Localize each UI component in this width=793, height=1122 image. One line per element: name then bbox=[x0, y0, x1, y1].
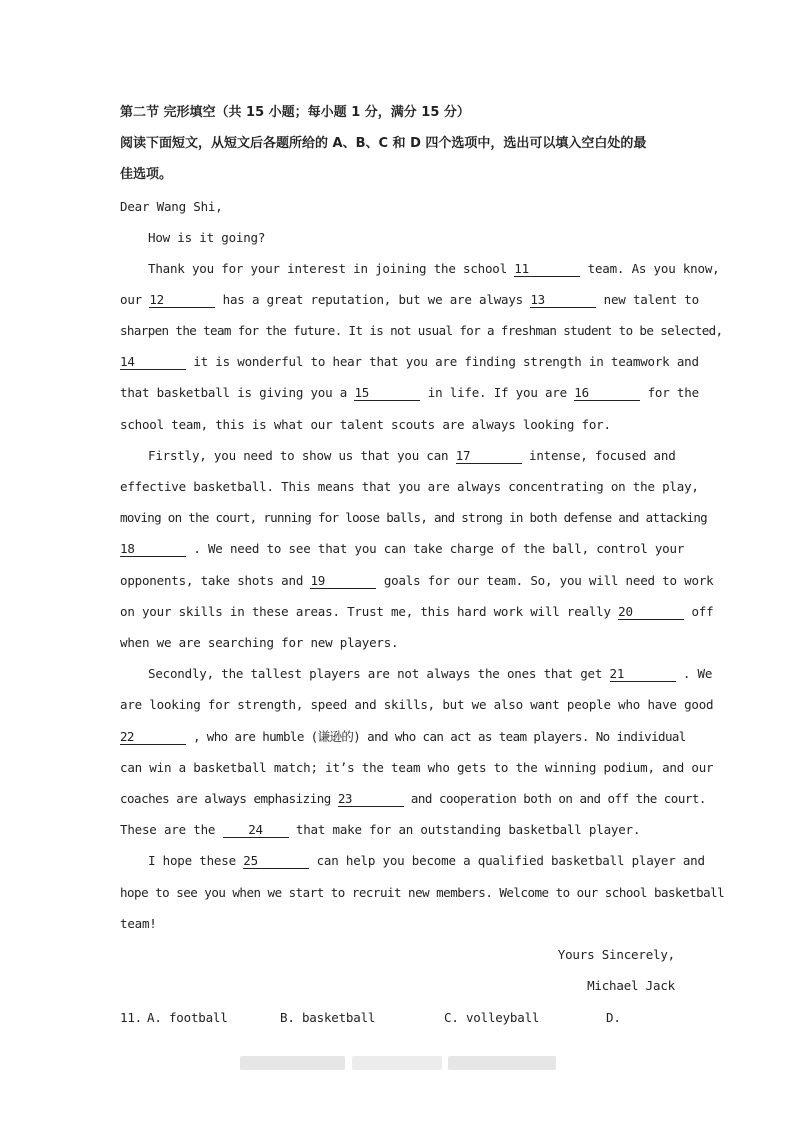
blurred-watermark bbox=[448, 1056, 556, 1070]
paragraph-line: that basketball is giving you a 15 in life. If you are 16 for the bbox=[120, 385, 699, 400]
blank-25: 25 bbox=[243, 854, 309, 869]
blank-12: 12 bbox=[149, 293, 215, 308]
option-a: A. football bbox=[147, 1010, 228, 1025]
paragraph-line: coaches are always emphasizing 23 and cooperation both on and off the court. bbox=[120, 791, 706, 806]
blank-14: 14 bbox=[120, 355, 186, 370]
blank-16: 16 bbox=[574, 386, 640, 401]
paragraph-line: are looking for strength, speed and skills, but we also want people who have good bbox=[120, 697, 714, 712]
paragraph-line: 14 it is wonderful to hear that you are finding strength in teamwork and bbox=[120, 354, 699, 369]
section-heading: 第二节 完形填空（共 15 小题；每小题 1 分，满分 15 分） bbox=[120, 105, 470, 120]
paragraph-line: 22 , who are humble (谦逊的) and who can act as team players. No individual bbox=[120, 729, 686, 744]
paragraph-line: our 12 has a great reputation, but we are always 13 new talent to bbox=[120, 292, 699, 307]
paragraph-line: hope to see you when we start to recruit new members. Welcome to our school basketball bbox=[120, 885, 725, 900]
paragraph-line: when we are searching for new players. bbox=[120, 635, 399, 650]
paragraph-line: on your skills in these areas. Trust me, this hard work will really 20 off bbox=[120, 604, 714, 619]
paragraph-line: Firstly, you need to show us that you can 17 intense, focused and bbox=[148, 448, 676, 463]
option-c: C. volleyball bbox=[444, 1010, 540, 1025]
instruction-line-1: 阅读下面短文，从短文后各题所给的 A、B、C 和 D 四个选项中，选出可以填入空白处的最 bbox=[120, 136, 647, 151]
blank-23: 23 bbox=[338, 792, 404, 807]
blank-15: 15 bbox=[354, 386, 420, 401]
blank-20: 20 bbox=[618, 605, 684, 620]
option-d: D. bbox=[606, 1010, 621, 1025]
paragraph-line: How is it going? bbox=[148, 230, 266, 245]
paragraph-line: moving on the court, running for loose balls, and strong in both defense and attacking bbox=[120, 510, 708, 525]
paragraph-line: Secondly, the tallest players are not always the ones that get 21 . We bbox=[148, 666, 713, 681]
paragraph-line: sharpen the team for the future. It is not usual for a freshman student to be selected, bbox=[120, 323, 723, 338]
paragraph-line: can win a basketball match; it’s the team who gets to the winning podium, and our bbox=[120, 760, 714, 775]
blank-11: 11 bbox=[514, 262, 580, 277]
paragraph-line: opponents, take shots and 19 goals for our team. So, you will need to work bbox=[120, 573, 714, 588]
instruction-line-2: 佳选项。 bbox=[120, 167, 173, 182]
blurred-watermark bbox=[352, 1056, 442, 1070]
letter-closing: Yours Sincerely, bbox=[557, 947, 675, 962]
option-b: B. basketball bbox=[280, 1010, 376, 1025]
paragraph-line: These are the 24 that make for an outstanding basketball player. bbox=[120, 822, 641, 837]
paragraph-line: I hope these 25 can help you become a qualified basketball player and bbox=[148, 853, 705, 868]
paragraph-line: Thank you for your interest in joining the school 11 team. As you know, bbox=[148, 261, 720, 276]
blank-13: 13 bbox=[530, 293, 596, 308]
letter-signature: Michael Jack bbox=[587, 978, 675, 993]
blank-21: 21 bbox=[610, 667, 676, 682]
blank-24: 24 bbox=[223, 823, 289, 838]
question-number: 11. bbox=[120, 1010, 142, 1025]
blank-17: 17 bbox=[456, 449, 522, 464]
paragraph-line: team! bbox=[120, 916, 157, 931]
question-11 bbox=[120, 1009, 675, 1027]
paragraph-line: 18 . We need to see that you can take charge of the ball, control your bbox=[120, 541, 685, 556]
blank-19: 19 bbox=[310, 574, 376, 589]
paragraph-line: effective basketball. This means that you are always concentrating on the play, bbox=[120, 479, 699, 494]
paragraph-line: school team, this is what our talent scouts are always looking for. bbox=[120, 417, 611, 432]
blank-18: 18 bbox=[120, 542, 186, 557]
greeting: Dear Wang Shi, bbox=[120, 199, 223, 214]
blank-22: 22 bbox=[120, 730, 186, 745]
blurred-watermark bbox=[240, 1056, 345, 1070]
